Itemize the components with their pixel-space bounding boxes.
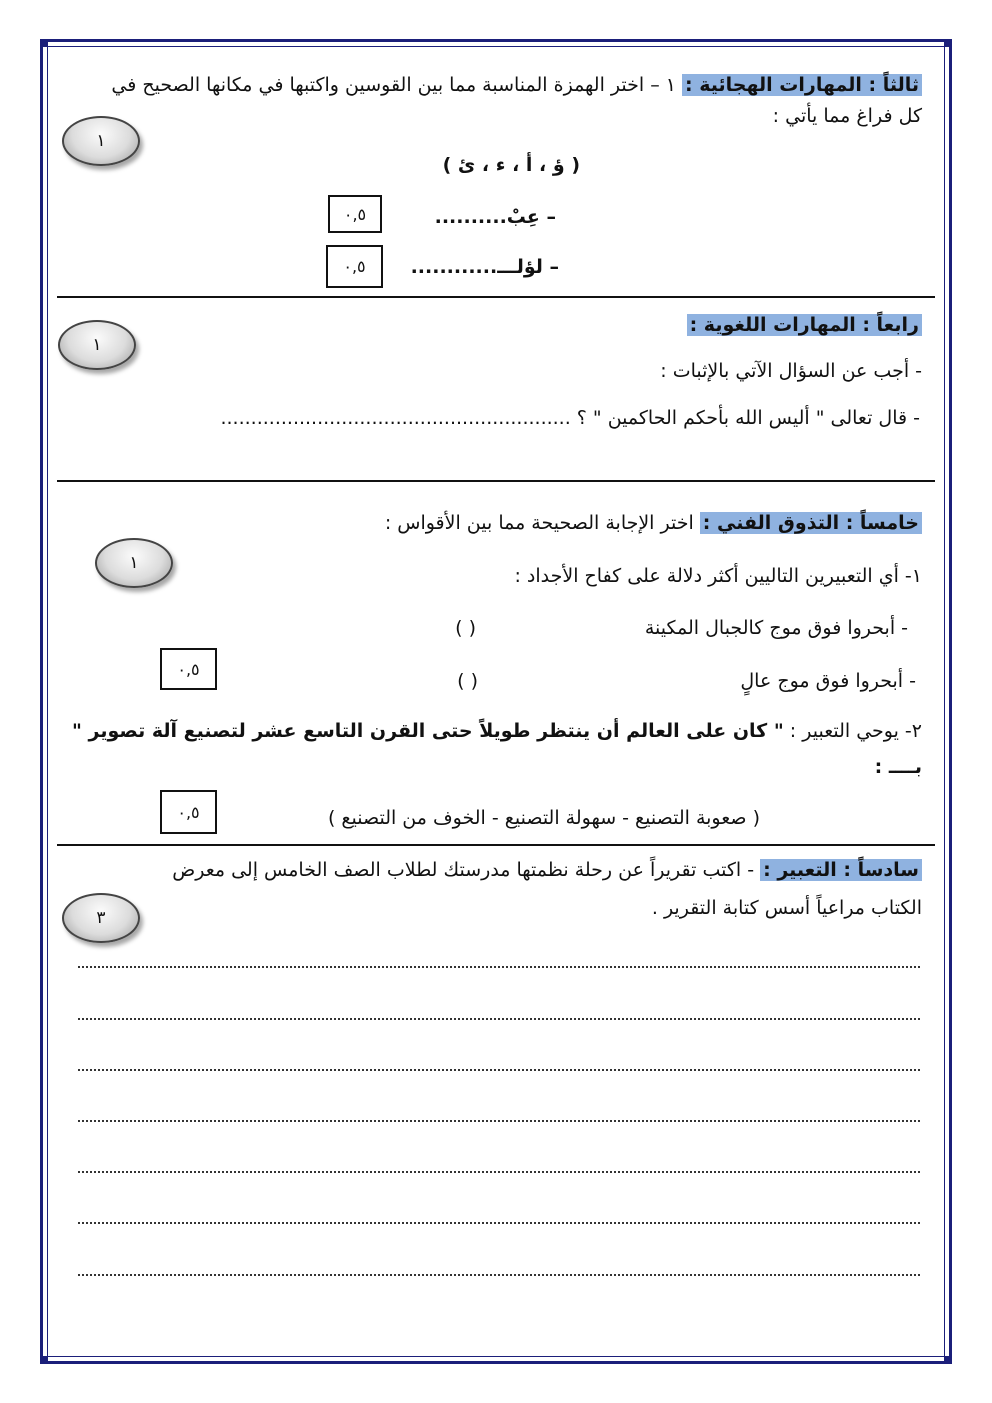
writing-line[interactable] — [78, 1069, 920, 1071]
section5-q2 — [72, 718, 922, 744]
section6-line1-row — [172, 857, 922, 883]
section3-box1-value: ٠,٥ — [343, 204, 367, 224]
section5-box2-value: ٠,٥ — [177, 802, 200, 822]
section5-heading: خامساً : التذوق الفني : — [700, 512, 922, 534]
section4-mark: ١ — [92, 335, 102, 355]
section6-line1: - اكتب تقريراً عن رحلة نظمتها مدرستك لطلاب الصف الخامس إلى معرض — [172, 859, 755, 881]
section5-q2-choices: ( صعوبة التصنيع - سهولة التصنيع - الخوف من التصنيع ) — [327, 807, 760, 829]
section6-mark-oval — [62, 893, 140, 943]
section5-opt1-answer-parens[interactable]: ( ) — [455, 617, 476, 639]
section3-heading: ثالثاً : المهارات الهجائية : — [682, 74, 922, 96]
writing-line[interactable] — [78, 1120, 920, 1122]
border-corner — [944, 39, 952, 47]
border-corner — [40, 1356, 48, 1364]
section5-opt2: - أبحروا فوق موج عالٍ — [740, 670, 916, 692]
section3-question-line1 — [111, 72, 922, 98]
section5-opt1: - أبحروا فوق موج كالجبال المكينة — [644, 617, 908, 639]
section5-mark: ١ — [129, 553, 139, 573]
section6-heading: سادساً : التعبير : — [760, 859, 922, 881]
section5-opt2-answer-parens[interactable]: ( ) — [457, 670, 478, 692]
section4-mark-oval — [58, 320, 136, 370]
border-corner — [944, 1356, 952, 1364]
section4-heading: رابعاً : المهارات اللغوية : — [687, 314, 922, 336]
section5-score-box1 — [160, 648, 217, 690]
section3-mark-oval — [62, 116, 140, 166]
section5-mark-oval — [95, 538, 173, 588]
section-divider — [57, 480, 935, 482]
section-divider — [57, 296, 935, 298]
section3-line1: ١ – اختر الهمزة المناسبة مما بين القوسين واكتبها في مكانها الصحيح في — [111, 74, 676, 96]
section3-mark: ١ — [96, 131, 106, 151]
section5-box1-value: ٠,٥ — [177, 659, 200, 679]
section6-mark: ٣ — [96, 908, 106, 928]
writing-line[interactable] — [78, 1274, 920, 1276]
section5-q2-end: بــــ : — [874, 756, 922, 778]
writing-line[interactable] — [78, 1171, 920, 1173]
section5-score-box2 — [160, 790, 217, 834]
section3-item1: – عِبْ.......... — [434, 206, 556, 228]
section5-heading-row — [385, 510, 922, 536]
section4-question: - قال تعالى " أليس الله بأحكم الحاكمين " ؟ .......................................................... — [220, 407, 920, 429]
section5-q2-prefix: ٢- يوحي التعبير : — [789, 720, 922, 742]
section4-heading-row — [687, 312, 922, 338]
section3-item2: – لؤلـــ............ — [410, 256, 559, 278]
section-divider — [57, 844, 935, 846]
section5-instruction: اختر الإجابة الصحيحة مما بين الأقواس : — [384, 512, 694, 534]
section3-line2: كل فراغ مما يأتي : — [772, 105, 922, 127]
section4-instruction: - أجب عن السؤال الآتي بالإثبات : — [660, 360, 922, 382]
section3-box2-value: ٠,٥ — [343, 257, 366, 276]
section5-q2-quote: " كان على العالم أن ينتظر طويلاً حتى القرن التاسع عشر لتصنيع آلة تصوير " — [72, 720, 784, 742]
section3-score-box1 — [328, 195, 382, 233]
border-corner — [40, 39, 48, 47]
writing-line[interactable] — [78, 1018, 920, 1020]
writing-line[interactable] — [78, 966, 920, 968]
page-border-inner — [47, 46, 945, 1357]
writing-line[interactable] — [78, 1222, 920, 1224]
section3-choices: ( ؤ ، أ ، ء ، ئ ) — [442, 154, 580, 176]
section6-line2: الكتاب مراعياً أسس كتابة التقرير . — [651, 897, 922, 919]
section5-q1: ١- أي التعبيرين التاليين أكثر دلالة على كفاح الأجداد : — [514, 565, 922, 587]
section3-score-box2 — [326, 245, 383, 288]
